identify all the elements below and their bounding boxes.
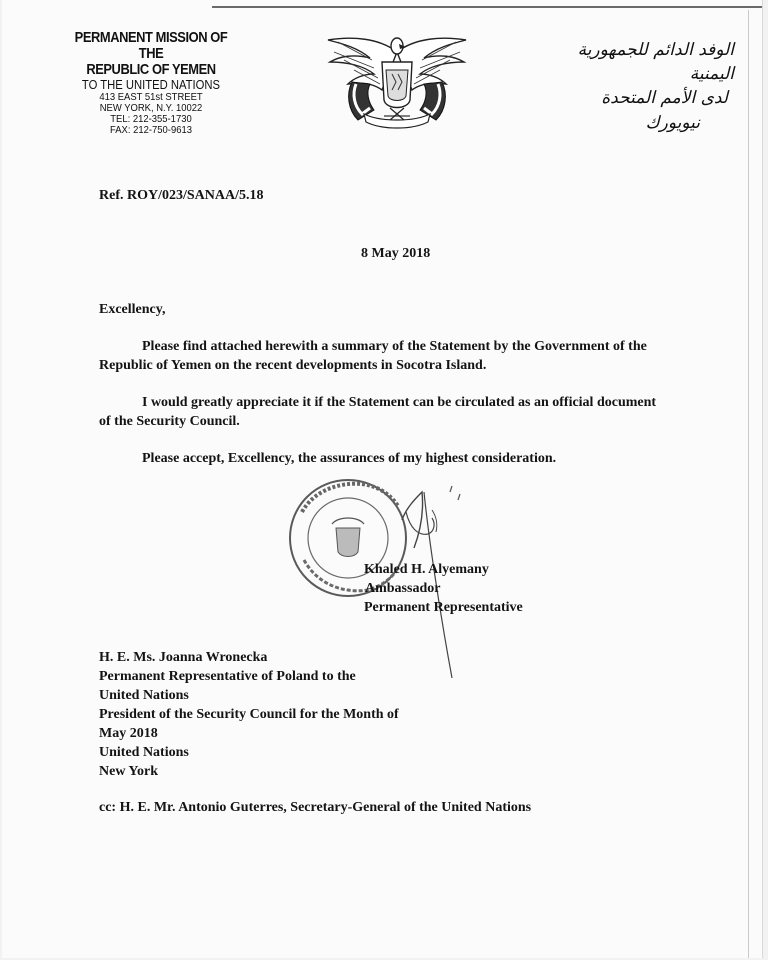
addressee-line: Permanent Representative of Poland to the: [99, 669, 356, 684]
letterhead-address: 413 EAST 51st STREET: [99, 91, 203, 103]
letterhead-city: NEW YORK, N.Y. 10022: [99, 102, 203, 114]
cc-line: cc: H. E. Mr. Antonio Guterres, Secretary-General of the United Nations: [99, 800, 532, 815]
letterhead-arabic-line: الوفد الدائم للجمهورية اليمنية: [577, 40, 734, 84]
letterhead-english: [56, 30, 246, 136]
salutation: Excellency,: [99, 302, 166, 317]
letterhead-arabic: [550, 38, 734, 133]
addressee-line: President of the Security Council for the Month of: [99, 707, 399, 722]
letter-page: [2, 0, 763, 958]
letterhead-line: TO THE UNITED NATIONS: [81, 78, 221, 92]
letterhead-line: REPUBLIC OF YEMEN: [86, 61, 216, 78]
top-rule: [212, 6, 762, 8]
signatory-name: Khaled H. Alyemany: [364, 562, 489, 577]
paragraph-line: Please find attached herewith a summary of the Statement by the Government of the: [142, 339, 647, 354]
addressee-line: United Nations: [99, 688, 189, 703]
page-edge-line: [748, 10, 749, 958]
signature-block: [364, 560, 523, 617]
addressee-line: H. E. Ms. Joanna Wronecka: [99, 650, 268, 665]
paragraph-line: Republic of Yemen on the recent developments in Socotra Island.: [99, 358, 487, 373]
letterhead-arabic-line: لدى الأمم المتحدة: [601, 88, 728, 108]
paragraph-line: of the Security Council.: [99, 414, 240, 429]
letterhead-arabic-city: نيويورك: [645, 113, 700, 133]
paragraph-line: I would greatly appreciate it if the Statement can be circulated as an official document: [142, 395, 657, 410]
letter-date: 8 May 2018: [361, 246, 431, 261]
signatory-position: Permanent Representative: [364, 600, 523, 615]
yemen-coat-of-arms-icon: [324, 30, 470, 134]
closing-line: Please accept, Excellency, the assurances of my highest consideration.: [142, 451, 557, 466]
reference-number: Ref. ROY/023/SANAA/5.18: [99, 188, 264, 203]
addressee-line: May 2018: [99, 726, 158, 741]
addressee-line: United Nations: [99, 745, 189, 760]
letterhead-tel: TEL: 212-355-1730: [110, 113, 192, 125]
signatory-title: Ambassador: [365, 581, 441, 596]
paragraph-summary: [99, 337, 679, 375]
letterhead-fax: FAX: 212-750-9613: [110, 124, 192, 136]
paragraph-request: [99, 393, 679, 431]
addressee-block: [99, 648, 399, 781]
letterhead-line: PERMANENT MISSION OF THE: [74, 29, 228, 62]
addressee-line: New York: [99, 764, 158, 779]
